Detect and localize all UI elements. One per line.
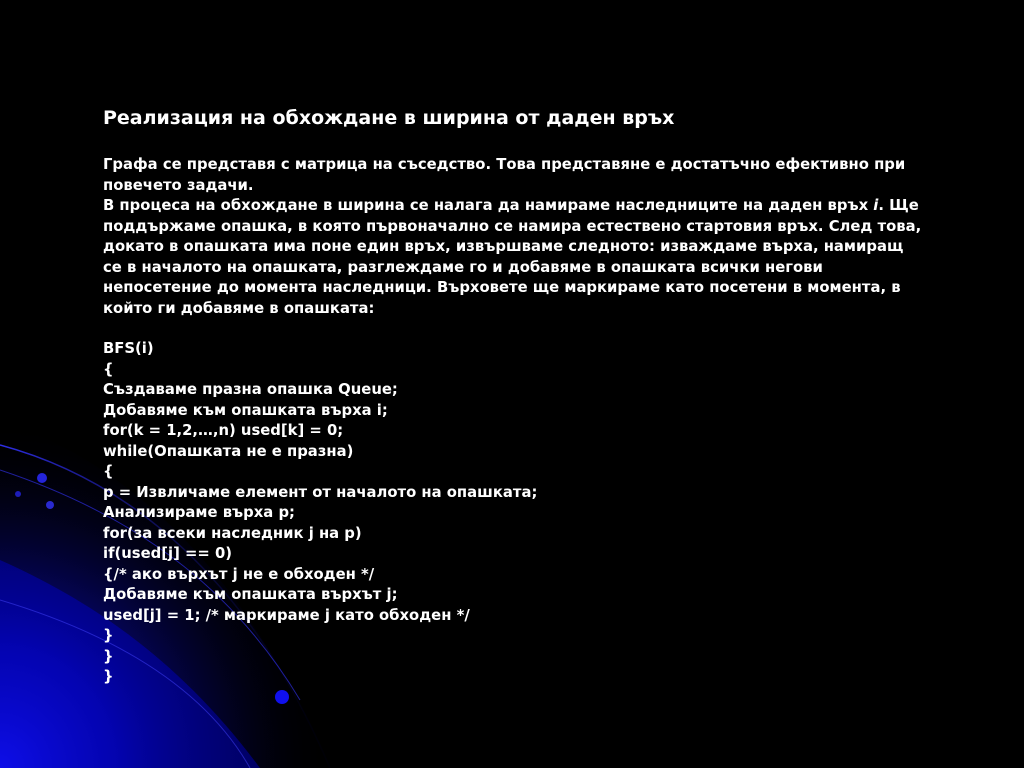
code-line: while(Опашката не е празна): [103, 442, 354, 460]
decorative-dot: [37, 473, 47, 483]
code-line: Анализираме върха p;: [103, 504, 295, 521]
intro-line: докато в опашката има поне един връх, извършваме следното: изваждаме върха, намиращ: [103, 238, 904, 255]
code-line: }: [103, 647, 114, 665]
intro-text: . Ще: [878, 197, 919, 214]
code-line: for(k = 1,2,…,n) used[k] = 0;: [103, 422, 344, 439]
pseudocode-block: [103, 339, 963, 688]
intro-line: поддържаме опашка, в която първоначално се намира естествено стартовия връх. След това,: [103, 217, 922, 235]
code-line: Добавяме към опашката върхът j;: [103, 586, 398, 603]
intro-line: непосетение до момента наследници. Върховете ще маркираме като посетени в момента, в: [103, 279, 901, 296]
decorative-dot: [46, 501, 54, 509]
decorative-dot: [15, 491, 21, 497]
code-line: used[j] = 1; /* маркираме j като обходен */: [103, 606, 470, 624]
code-line: Добавяме към опашката върха i;: [103, 401, 388, 419]
code-line: {/* ако върхът j не е обходен */: [103, 565, 375, 583]
code-line: BFS(i): [103, 340, 154, 357]
code-line: p = Извличаме елемент от началото на опашката;: [103, 483, 538, 501]
code-line: }: [103, 668, 114, 685]
code-line: if(used[j] == 0): [103, 545, 232, 562]
code-line: }: [103, 627, 114, 644]
code-line: {: [103, 360, 114, 378]
intro-text: В процеса на обхождане в ширина се налага да намираме наследниците на даден връх: [103, 197, 874, 214]
intro-line: Графа се представя с матрица на съседство. Това представяне е достатъчно ефективно при: [103, 156, 906, 173]
code-line: Създаваме празна опашка Queue;: [103, 381, 398, 398]
code-line: for(за всеки наследник j на p): [103, 524, 362, 542]
decorative-dot: [275, 690, 289, 704]
intro-line: [103, 196, 963, 217]
intro-line: се в началото на опашката, разглеждаме го и добавяме в опашката всички негови: [103, 258, 823, 276]
slide-title: Реализация на обхождане в ширина от даден връх: [103, 107, 675, 129]
intro-paragraph: [103, 155, 963, 319]
intro-line: повечето задачи.: [103, 176, 254, 194]
code-line: {: [103, 463, 114, 480]
vertex-variable: i: [873, 197, 879, 214]
slide-content: [103, 104, 963, 688]
intro-line: който ги добавяме в опашката:: [103, 299, 375, 317]
